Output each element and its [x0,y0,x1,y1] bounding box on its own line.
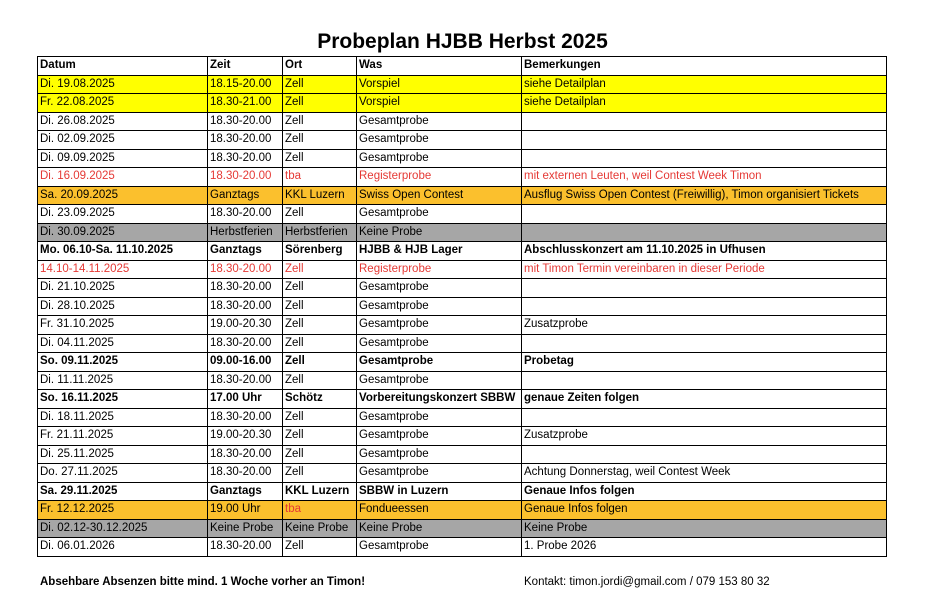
cell-zeit: 18.30-20.00 [208,297,283,316]
cell-zeit: 18.30-20.00 [208,408,283,427]
table-row [38,205,887,224]
table-row [38,131,887,150]
table-row [38,149,887,168]
cell-ort: Zell [283,297,357,316]
cell-zeit: 18.30-21.00 [208,94,283,113]
cell-was: Gesamtprobe [357,371,522,390]
cell-zeit: 19.00 Uhr [208,501,283,520]
cell-datum: Di. 16.09.2025 [38,168,208,187]
cell-bemerkungen [522,445,887,464]
cell-ort: Zell [283,279,357,298]
cell-datum: Di. 25.11.2025 [38,445,208,464]
cell-bemerkungen: mit Timon Termin vereinbaren in dieser Periode [522,260,887,279]
cell-zeit: 18.15-20.00 [208,75,283,94]
cell-zeit: 18.30-20.00 [208,112,283,131]
schedule-table [37,56,887,557]
cell-was: Gesamtprobe [357,279,522,298]
cell-zeit: 18.30-20.00 [208,260,283,279]
cell-zeit: Ganztags [208,186,283,205]
cell-bemerkungen: Zusatzprobe [522,427,887,446]
footer-contact: Kontakt: timon.jordi@gmail.com / 079 153 80 32 [524,576,770,588]
cell-bemerkungen: Keine Probe [522,519,887,538]
cell-was: HJBB & HJB Lager [357,242,522,261]
cell-datum: Fr. 21.11.2025 [38,427,208,446]
table-row [38,371,887,390]
cell-bemerkungen [522,279,887,298]
cell-datum: Di. 11.11.2025 [38,371,208,390]
cell-was: SBBW in Luzern [357,482,522,501]
table-row [38,279,887,298]
table-row [38,519,887,538]
cell-zeit: 19.00-20.30 [208,427,283,446]
cell-ort: Zell [283,94,357,113]
header-datum: Datum [38,57,208,76]
header-was: Was [357,57,522,76]
cell-datum: Sa. 20.09.2025 [38,186,208,205]
cell-ort: KKL Luzern [283,482,357,501]
cell-datum: Do. 27.11.2025 [38,464,208,483]
header-ort: Ort [283,57,357,76]
cell-ort: Zell [283,353,357,372]
cell-bemerkungen: genaue Zeiten folgen [522,390,887,409]
cell-ort: Zell [283,464,357,483]
cell-was: Registerprobe [357,168,522,187]
cell-ort: Zell [283,260,357,279]
cell-zeit: 18.30-20.00 [208,445,283,464]
cell-bemerkungen [522,371,887,390]
cell-datum: Di. 04.11.2025 [38,334,208,353]
cell-bemerkungen: Genaue Infos folgen [522,501,887,520]
cell-ort: Zell [283,334,357,353]
table-row [38,353,887,372]
cell-datum: So. 09.11.2025 [38,353,208,372]
cell-ort: Zell [283,205,357,224]
cell-zeit: 18.30-20.00 [208,334,283,353]
cell-ort: Zell [283,316,357,335]
cell-bemerkungen: Achtung Donnerstag, weil Contest Week [522,464,887,483]
table-row [38,94,887,113]
cell-zeit: 18.30-20.00 [208,371,283,390]
table-row [38,464,887,483]
cell-zeit: 18.30-20.00 [208,464,283,483]
cell-zeit: Herbstferien [208,223,283,242]
table-row [38,445,887,464]
cell-was: Gesamtprobe [357,334,522,353]
cell-was: Vorspiel [357,75,522,94]
cell-zeit: Ganztags [208,482,283,501]
table-row [38,75,887,94]
cell-datum: 14.10-14.11.2025 [38,260,208,279]
cell-datum: Di. 09.09.2025 [38,149,208,168]
cell-ort: Zell [283,131,357,150]
cell-datum: Di. 02.09.2025 [38,131,208,150]
table-row [38,168,887,187]
footer-absence-note: Absehbare Absenzen bitte mind. 1 Woche vorher an Timon! [40,576,366,588]
cell-was: Gesamtprobe [357,131,522,150]
table-row [38,242,887,261]
cell-datum: Di. 23.09.2025 [38,205,208,224]
cell-ort: Sörenberg [283,242,357,261]
table-row [38,538,887,557]
cell-was: Gesamtprobe [357,445,522,464]
cell-ort: Zell [283,427,357,446]
table-row [38,390,887,409]
table-row [38,334,887,353]
cell-datum: Fr. 31.10.2025 [38,316,208,335]
cell-datum: Fr. 22.08.2025 [38,94,208,113]
cell-was: Gesamtprobe [357,297,522,316]
table-row [38,501,887,520]
cell-zeit: 18.30-20.00 [208,279,283,298]
cell-was: Fondueessen [357,501,522,520]
cell-was: Keine Probe [357,519,522,538]
cell-was: Gesamtprobe [357,464,522,483]
cell-zeit: 09.00-16.00 [208,353,283,372]
cell-bemerkungen: Ausflug Swiss Open Contest (Freiwillig), Timon organisiert Tickets [522,186,887,205]
cell-ort: KKL Luzern [283,186,357,205]
cell-datum: Di. 28.10.2025 [38,297,208,316]
cell-bemerkungen: Genaue Infos folgen [522,482,887,501]
cell-datum: Sa. 29.11.2025 [38,482,208,501]
cell-was: Gesamtprobe [357,353,522,372]
cell-was: Gesamtprobe [357,427,522,446]
cell-datum: Di. 19.08.2025 [38,75,208,94]
cell-ort: Zell [283,408,357,427]
cell-was: Gesamtprobe [357,316,522,335]
cell-was: Gesamtprobe [357,205,522,224]
cell-ort: Zell [283,149,357,168]
cell-zeit: 18.30-20.00 [208,538,283,557]
table-row [38,112,887,131]
cell-bemerkungen [522,112,887,131]
cell-was: Swiss Open Contest [357,186,522,205]
cell-bemerkungen [522,223,887,242]
cell-ort: Keine Probe [283,519,357,538]
cell-bemerkungen: mit externen Leuten, weil Contest Week Timon [522,168,887,187]
cell-ort: Zell [283,371,357,390]
cell-was: Gesamtprobe [357,112,522,131]
cell-ort: tba [283,501,357,520]
cell-datum: Di. 18.11.2025 [38,408,208,427]
table-row [38,223,887,242]
cell-ort: tba [283,168,357,187]
table-row [38,316,887,335]
cell-bemerkungen: Probetag [522,353,887,372]
cell-zeit: 19.00-20.30 [208,316,283,335]
cell-ort: Zell [283,538,357,557]
cell-bemerkungen: 1. Probe 2026 [522,538,887,557]
cell-zeit: Ganztags [208,242,283,261]
cell-datum: Di. 06.01.2026 [38,538,208,557]
cell-bemerkungen [522,131,887,150]
cell-bemerkungen [522,334,887,353]
cell-bemerkungen [522,297,887,316]
cell-datum: Di. 26.08.2025 [38,112,208,131]
cell-zeit: 18.30-20.00 [208,149,283,168]
cell-ort: Zell [283,445,357,464]
cell-was: Vorbereitungskonzert SBBW [357,390,522,409]
cell-bemerkungen: Abschlusskonzert am 11.10.2025 in Ufhusen [522,242,887,261]
cell-zeit: Keine Probe [208,519,283,538]
cell-bemerkungen: Zusatzprobe [522,316,887,335]
cell-was: Gesamtprobe [357,538,522,557]
table-header-row [38,57,887,76]
cell-ort: Schötz [283,390,357,409]
cell-zeit: 17.00 Uhr [208,390,283,409]
table-row [38,408,887,427]
cell-was: Gesamtprobe [357,408,522,427]
cell-bemerkungen: siehe Detailplan [522,75,887,94]
cell-ort: Herbstferien [283,223,357,242]
table-row [38,186,887,205]
header-bemerkungen: Bemerkungen [522,57,887,76]
cell-datum: Di. 30.09.2025 [38,223,208,242]
table-row [38,427,887,446]
cell-zeit: 18.30-20.00 [208,205,283,224]
cell-datum: Di. 21.10.2025 [38,279,208,298]
table-row [38,297,887,316]
cell-zeit: 18.30-20.00 [208,131,283,150]
cell-datum: Di. 02.12-30.12.2025 [38,519,208,538]
cell-was: Keine Probe [357,223,522,242]
cell-ort: Zell [283,112,357,131]
cell-datum: Fr. 12.12.2025 [38,501,208,520]
cell-bemerkungen [522,149,887,168]
cell-zeit: 18.30-20.00 [208,168,283,187]
cell-was: Gesamtprobe [357,149,522,168]
cell-ort: Zell [283,75,357,94]
cell-datum: So. 16.11.2025 [38,390,208,409]
table-row [38,260,887,279]
cell-datum: Mo. 06.10-Sa. 11.10.2025 [38,242,208,261]
page-title: Probeplan HJBB Herbst 2025 [317,30,608,53]
cell-was: Vorspiel [357,94,522,113]
cell-bemerkungen [522,408,887,427]
table-row [38,482,887,501]
cell-was: Registerprobe [357,260,522,279]
cell-bemerkungen: siehe Detailplan [522,94,887,113]
cell-bemerkungen [522,205,887,224]
header-zeit: Zeit [208,57,283,76]
